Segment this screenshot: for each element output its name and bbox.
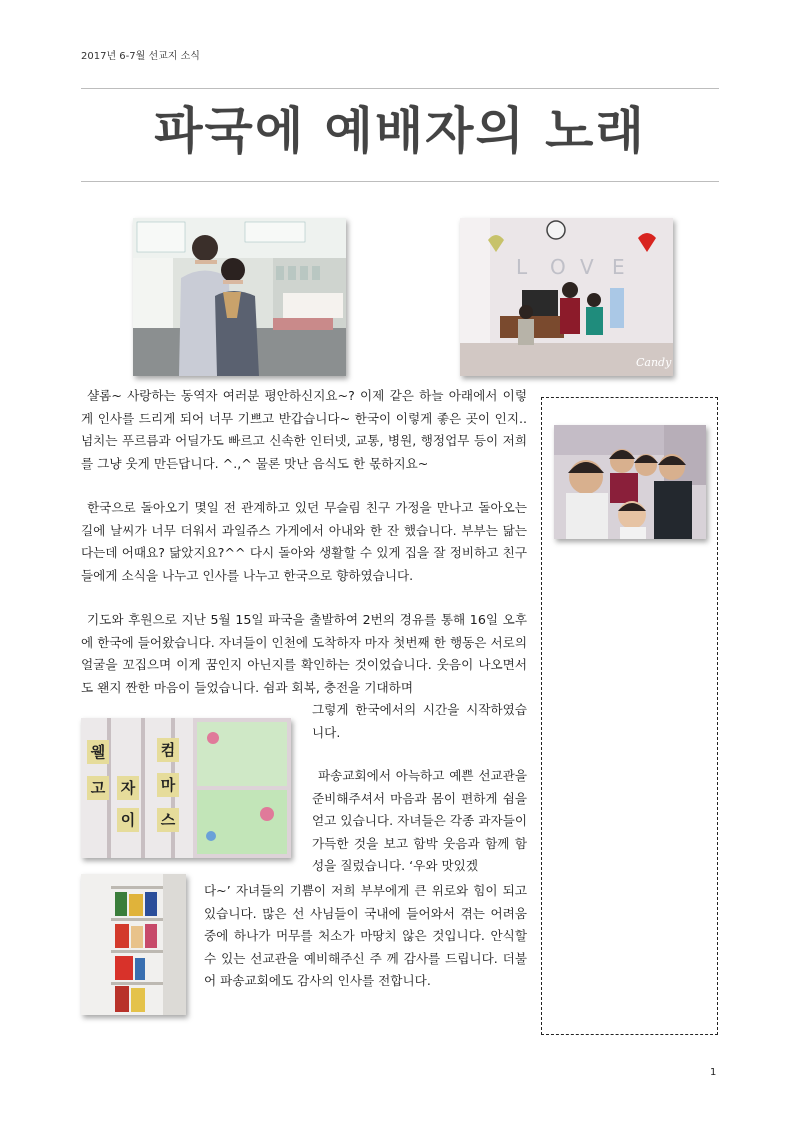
couple-photo [133, 218, 346, 376]
balloon-letter: O [550, 255, 566, 279]
balloon-letter: E [612, 255, 625, 279]
title-rule [81, 181, 719, 182]
sign-tile: 마 [157, 773, 179, 797]
page-title: 파국에 예배자의 노래 [154, 102, 646, 160]
pantry-photo [81, 874, 186, 1015]
welcome-sign-photo [81, 718, 291, 858]
page-number: 1 [710, 1067, 717, 1078]
paragraph-arrival: 기도와 후원으로 지난 5월 15일 파국을 출발하여 2번의 경유를 통해 16일 오후에 한국에 들어왔습니다. 자녀들이 인천에 도착하자 마자 첫번째 한 행동은 서로의 얼굴을 꼬집으며 이게 꿈인지 아닌지를 확인하는 것이었습니다. 웃음이 나오면서도 왠지 짠한 마음이 들었습니다. 쉼과 회복, 충전을 기대하며 [81, 612, 527, 695]
sign-tile: 이 [117, 808, 139, 832]
paragraph-greeting: 샬롬~ 사랑하는 동역자 여러분 평안하신지요~? 이제 같은 하늘 아래에서 이렇게 인사를 드리게 되어 너무 기쁘고 반갑습니다~ 한국이 이렇게 좋은 곳이 인지.. 넘치는 푸르름과 어딜가도 빠르고 신속한 인터넷, 교통, 병원, 행정업무 등이 저희를 그냥 웃게 만든답니다. ^.,^ 물론 맛난 음식도 한 몫하지요~ [81, 388, 527, 471]
sign-tile: 컴 [157, 738, 179, 762]
top-rule [81, 88, 719, 89]
paragraph-juice-shop: 한국으로 돌아오기 몇일 전 관계하고 있던 무슬림 친구 가정을 만나고 돌아오는 길에 날씨가 너무 더워서 과일쥬스 가게에서 아내와 한 잔 했습니다. 부부는 닮는 다는데 어때요? 닮았지요?^^ 다시 돌아와 생활할 수 있게 집을 잘 정비하고 친구들에게 소식을 나누고 인사를 나누고 한국으로 향하였습니다. [81, 500, 527, 583]
sign-tile: 고 [87, 776, 109, 800]
paragraph-thanks: 다~’ 자녀들의 기쁨이 저희 부부에게 큰 위로와 힘이 되고 있습니다. 많은 선 사님들이 국내에 들어와서 겪는 어려움 중에 하나가 머무를 처소가 마땅치 않은 것입니다. 안식할 수 있는 선교관을 예비해주신 주 께 감사를 드립니다. 더불어 파송교회에도 감사의 인사를 전합니다. [204, 883, 527, 988]
balloon-letter: L [516, 255, 528, 279]
kids-love-photo-icon [460, 218, 673, 376]
family-selfie-icon [554, 425, 706, 539]
kids-love-photo [460, 218, 673, 376]
family-selfie-photo [554, 425, 706, 539]
welcome-sign-photo-icon [81, 718, 291, 858]
paragraph-guesthouse: 파송교회에서 아늑하고 예쁜 선교관을 준비해주셔서 마음과 몸이 편하게 쉼을 얻고 있습니다. 자녀들은 각종 과자들이 가득한 것을 보고 함박 웃음과 함께 함성을 질렀습니다. ‘우와 맛있겠 [312, 768, 527, 873]
header-date: 2017년 6-7월 선교지 소식 [81, 51, 200, 62]
paragraph-arrival-continued: 그렇게 한국에서의 시간을 시작하였습니다. [312, 702, 527, 740]
sign-tile: 웰 [87, 740, 109, 764]
sign-tile: 스 [157, 808, 179, 832]
photo-watermark: Candy [636, 356, 672, 369]
pantry-photo-icon [81, 874, 186, 1015]
sign-tile: 자 [117, 776, 139, 800]
couple-photo-icon [133, 218, 346, 376]
balloon-letter: V [580, 255, 594, 279]
